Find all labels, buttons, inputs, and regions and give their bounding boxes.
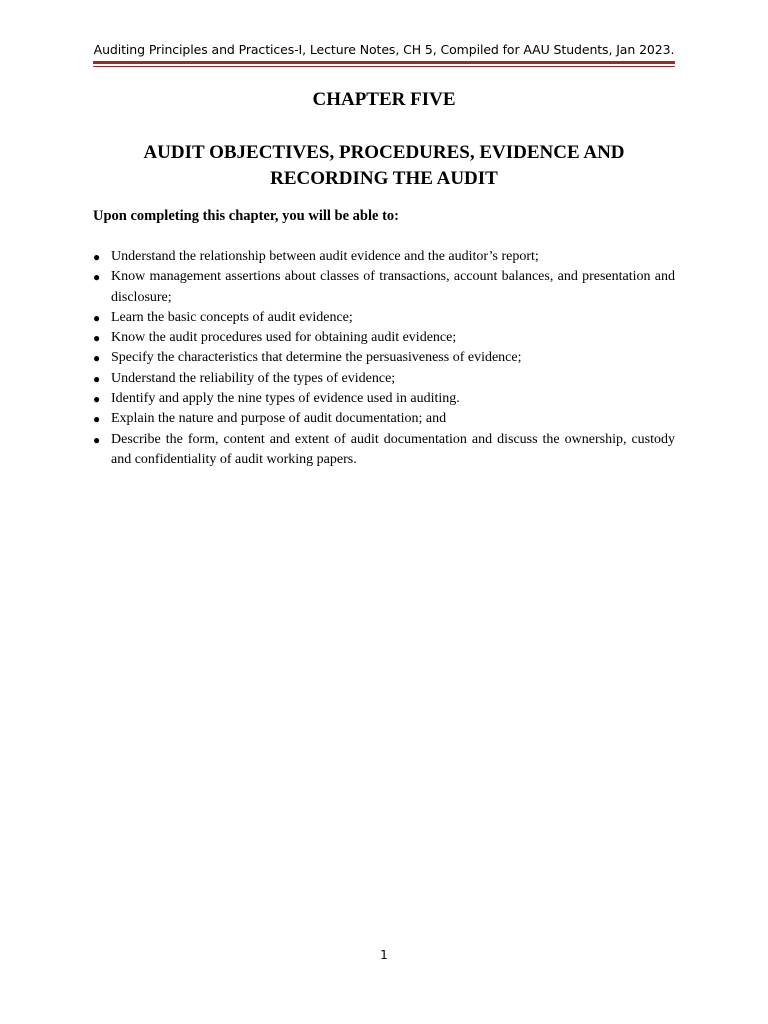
chapter-title-line-1: AUDIT OBJECTIVES, PROCEDURES, EVIDENCE AND <box>143 142 625 163</box>
list-item <box>93 430 675 471</box>
objectives-intro: Upon completing this chapter, you will be able to: <box>93 208 399 224</box>
bullet-icon: ● <box>93 270 101 285</box>
list-item <box>93 409 675 429</box>
list-item <box>93 308 675 328</box>
list-item <box>93 369 675 389</box>
list-item <box>93 389 675 409</box>
header-rule-thick <box>93 61 675 64</box>
bullet-icon: ● <box>93 371 101 386</box>
bullet-icon: ● <box>93 331 101 346</box>
list-item <box>93 247 675 267</box>
list-item-text: Specify the characteristics that determine the persuasiveness of evidence; <box>111 350 522 366</box>
list-item-text: Know the audit procedures used for obtaining audit evidence; <box>111 330 457 346</box>
list-item-text: Learn the basic concepts of audit evidence; <box>111 309 353 325</box>
list-item-text: Explain the nature and purpose of audit documentation; and <box>111 411 447 427</box>
list-item <box>93 348 675 368</box>
list-item <box>93 267 675 308</box>
chapter-number-title: CHAPTER FIVE <box>312 89 456 110</box>
bullet-icon: ● <box>93 432 101 447</box>
bullet-icon: ● <box>93 310 101 325</box>
chapter-title-line-2: RECORDING THE AUDIT <box>270 168 498 189</box>
list-item <box>93 328 675 348</box>
header-rule-thin <box>93 66 675 67</box>
list-item-text: Identify and apply the nine types of evidence used in auditing. <box>111 391 460 407</box>
list-item-text: Describe the form, content and extent of audit documentation and discuss the ownership, custody and confidentiality of audit working papers. <box>111 431 675 467</box>
bullet-icon: ● <box>93 412 101 427</box>
page-number: 1 <box>380 948 388 962</box>
bullet-icon: ● <box>93 392 101 407</box>
objectives-list <box>93 247 675 470</box>
bullet-icon: ● <box>93 250 101 264</box>
bullet-icon: ● <box>93 351 101 366</box>
list-item-text: Understand the relationship between audit evidence and the auditor’s report; <box>111 249 539 264</box>
chapter-title <box>100 140 668 192</box>
list-item-text: Know management assertions about classes of transactions, account balances, and presentation and disclosure; <box>111 269 675 305</box>
running-header: Auditing Principles and Practices-I, Lecture Notes, CH 5, Compiled for AAU Students, Jan 2023. <box>93 42 675 57</box>
list-item-text: Understand the reliability of the types of evidence; <box>111 370 396 386</box>
